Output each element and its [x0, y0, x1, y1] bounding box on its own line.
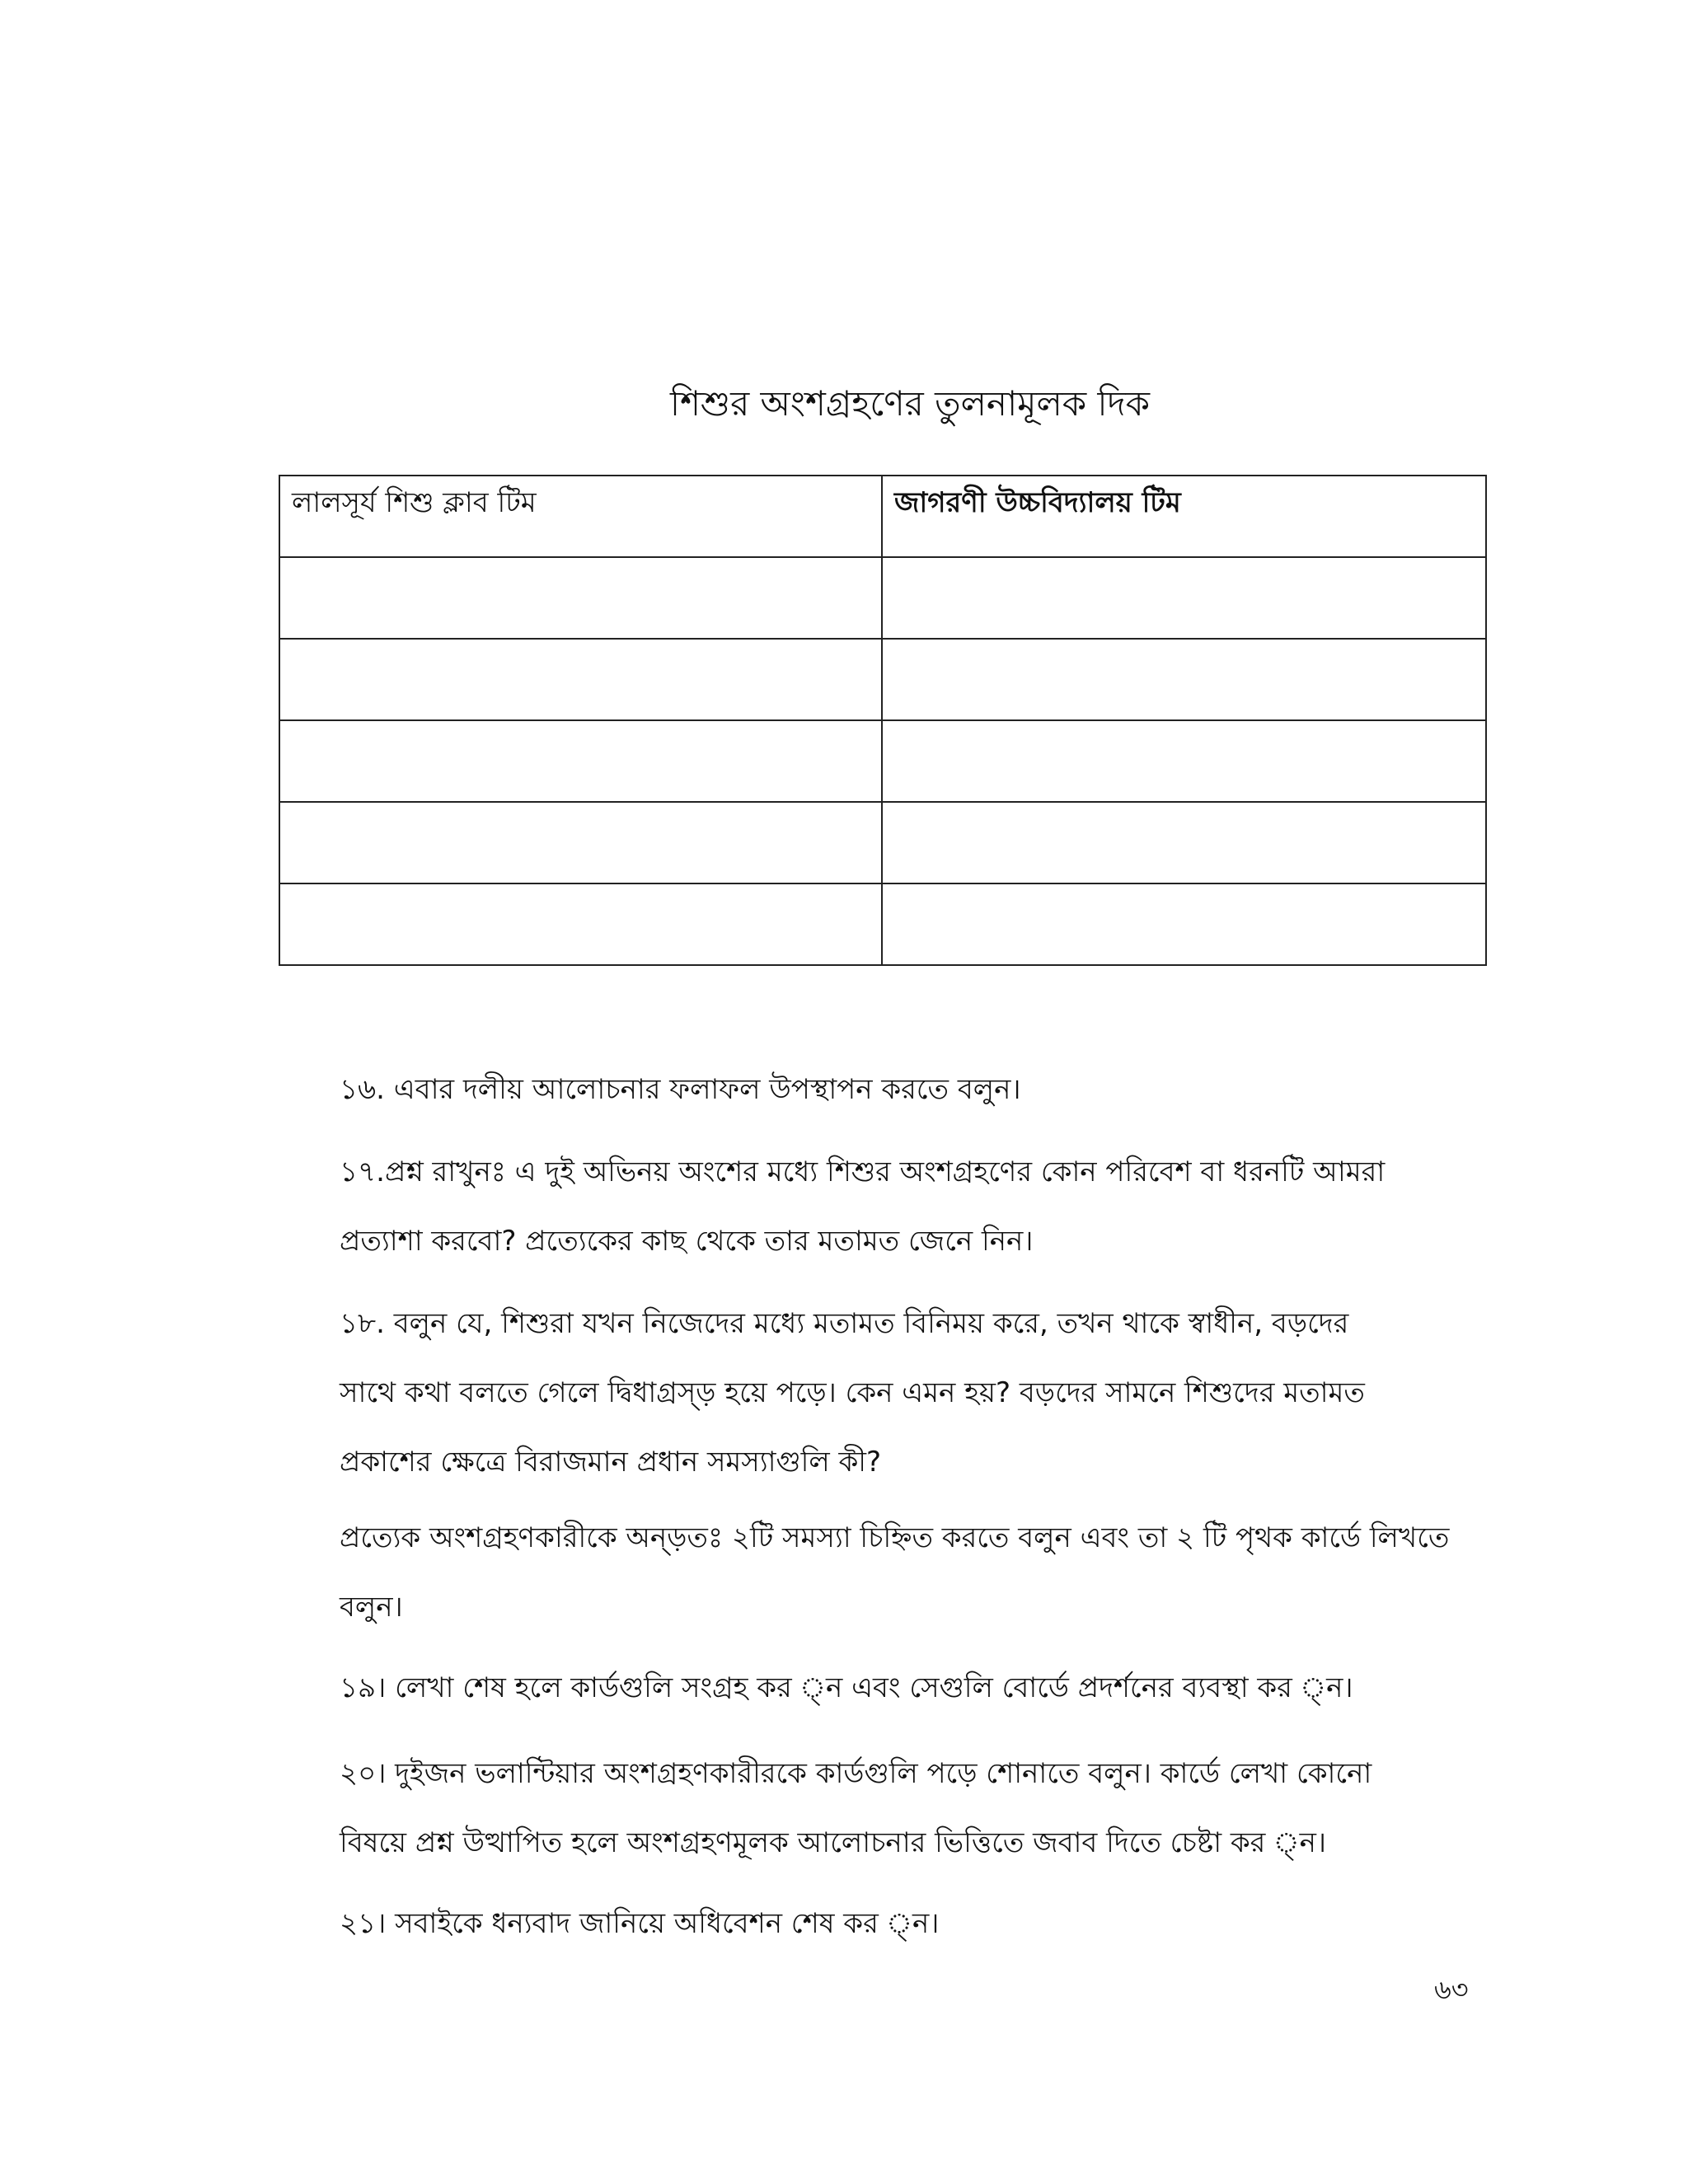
text-line: ১৯। লেখা শেষ হলে কার্ডগুলি সংগ্রহ কর ্ন এবং সেগুলি বোর্ডে প্রদর্শনের ব্যবস্থা কর ্ন। [340, 1671, 1353, 1704]
table-header-cell: জাগরণী উচ্চবিদ্যালয় টিম [882, 476, 1486, 557]
text-line: প্রত্যেক অংশগ্রহণকারীকে অন্ড়তঃ ২টি সমস্যা চিহ্নিত করতে বলুন এবং তা ২ টি পৃথক কার্ডে লিখতে [340, 1521, 1450, 1554]
step-20-paragraph [340, 1739, 1493, 1877]
table-cell [279, 802, 882, 883]
text-line: ১৬. এবার দলীয় আলোচনার ফলাফল উপস্থাপন করতে বলুন। [340, 1073, 1021, 1106]
text-line: বিষয়ে প্রশ্ন উত্থাপিত হলে অংশগ্রহণমূলক আলোচনার ভিত্তিতে জবাব দিতে চেষ্টা কর ্ন। [340, 1826, 1327, 1859]
table-cell [882, 557, 1486, 639]
text-line: ১৭.প্রশ্ন রাখুনঃ এ দুই অভিনয় অংশের মধ্যে শিশুর অংশগ্রহণের কোন পরিবেশ বা ধরনটি আমরা [340, 1155, 1386, 1188]
page-number: ৬৩ [1434, 1974, 1469, 2005]
table-row [279, 557, 1486, 639]
step-19-paragraph [340, 1653, 1493, 1722]
text-line: সাথে কথা বলতে গেলে দ্বিধাগ্রস্ড় হয়ে পড়ে। কেন এমন হয়? বড়দের সামনে শিশুদের মতামত [340, 1376, 1365, 1409]
text-line: ২১। সবাইকে ধন্যবাদ জানিয়ে অধিবেশন শেষ কর ্ন। [340, 1907, 940, 1940]
text-line: ২০। দুইজন ভলান্টিয়ার অংশগ্রহণকারীরকে কার্ডগুলি পড়ে শোনাতে বলুন। কার্ডে লেখা কোনো [340, 1757, 1372, 1790]
section-title: শিশুর অংশগ্রহণের তুলনামূলক দিক [670, 383, 1150, 424]
table-cell [882, 720, 1486, 802]
text-line: বলুন। [340, 1591, 403, 1624]
step-16-paragraph [340, 1055, 1493, 1124]
table-row [279, 883, 1486, 965]
table-cell [279, 883, 882, 965]
table-row [279, 639, 1486, 720]
text-line: ১৮. বলুন যে, শিশুরা যখন নিজেদের মধ্যে মতামত বিনিময় করে, তখন থাকে স্বাধীন, বড়দের [340, 1307, 1349, 1340]
step-21-paragraph [340, 1889, 1493, 1958]
text-line: প্রত্যাশা করবো? প্রত্যেকের কাছ থেকে তার মতামত জেনে নিন। [340, 1225, 1034, 1258]
step-18-paragraph [340, 1289, 1493, 1497]
table-cell [882, 883, 1486, 965]
table-header-cell: লালসূর্য শিশু ক্লাব টিম [279, 476, 882, 557]
table-cell [882, 802, 1486, 883]
instruction-paragraph [340, 1503, 1493, 1642]
table-cell [279, 557, 882, 639]
table-row [279, 720, 1486, 802]
text-line: প্রকাশের ক্ষেত্রে বিরাজমান প্রধান সমস্যাগুলি কী? [340, 1446, 882, 1479]
table-row [279, 802, 1486, 883]
table-header-row [279, 476, 1486, 557]
table-cell [279, 720, 882, 802]
comparison-table [279, 475, 1487, 966]
table-cell [279, 639, 882, 720]
step-17-paragraph [340, 1137, 1493, 1276]
table-cell [882, 639, 1486, 720]
